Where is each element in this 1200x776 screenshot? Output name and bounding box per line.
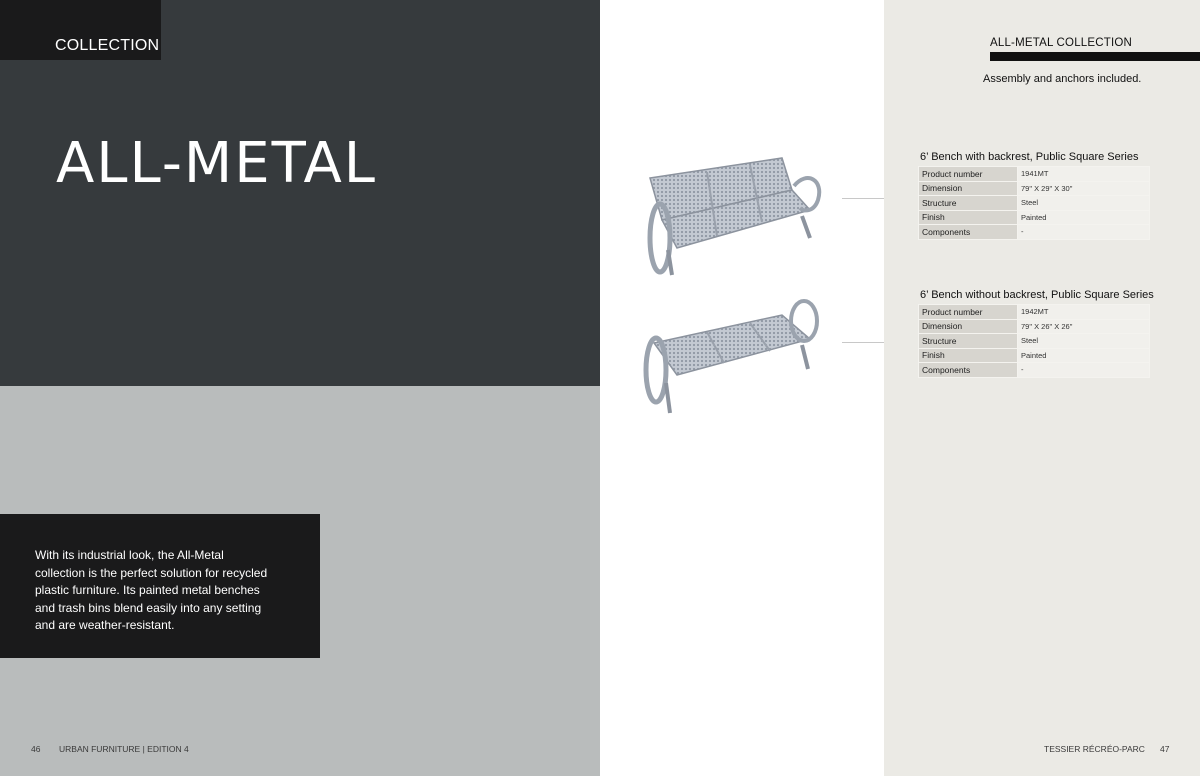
spec-label: Components (919, 225, 1018, 240)
spec-row (919, 363, 1150, 378)
product-title: 6’ Bench without backrest, Public Square Series (920, 289, 1154, 301)
spec-value: 1942MT (1018, 305, 1150, 320)
spec-label: Finish (919, 348, 1018, 363)
page-number-left: 46 (31, 744, 41, 754)
spec-value: 79" X 26" X 26" (1018, 319, 1150, 334)
spec-value: 79" X 29" X 30" (1018, 181, 1150, 196)
spec-label: Dimension (919, 319, 1018, 334)
spec-label: Product number (919, 167, 1018, 182)
spec-value: - (1018, 225, 1150, 240)
spec-row (919, 181, 1150, 196)
spec-table (918, 304, 1150, 378)
collection-heading: ALL-METAL COLLECTION (990, 37, 1133, 49)
spec-value: Steel (1018, 196, 1150, 211)
intro-paragraph: With its industrial look, the All-Metal collection is the perfect solution for recycled plastic furniture. Its painted metal benches and trash bins blend easily into any setting and are weather-resistant. (35, 548, 268, 632)
spec-table (918, 166, 1150, 240)
spec-row (919, 210, 1150, 225)
bench-with-backrest-image (632, 150, 822, 280)
spec-value: Painted (1018, 210, 1150, 225)
spec-row (919, 305, 1150, 320)
publication-footer: URBAN FURNITURE | EDITION 4 (59, 744, 189, 754)
spec-label: Structure (919, 334, 1018, 349)
spec-row (919, 167, 1150, 182)
heading-bar (990, 52, 1200, 61)
assembly-note: Assembly and anchors included. (983, 73, 1142, 85)
spec-value: - (1018, 363, 1150, 378)
page-title: ALL-METAL (56, 131, 377, 196)
bench-without-backrest-image (632, 295, 822, 425)
spec-label: Dimension (919, 181, 1018, 196)
spec-value: Painted (1018, 348, 1150, 363)
spec-label: Structure (919, 196, 1018, 211)
spec-row (919, 225, 1150, 240)
spec-row (919, 334, 1150, 349)
leader-line-2 (842, 342, 884, 343)
spec-value: 1941MT (1018, 167, 1150, 182)
spec-panel (884, 0, 1200, 776)
leader-line-1 (842, 198, 884, 199)
spec-label: Product number (919, 305, 1018, 320)
spec-row (919, 196, 1150, 211)
page-number-right: 47 (1160, 744, 1170, 754)
section-label: COLLECTION (55, 37, 160, 54)
brand-footer: TESSIER RÉCRÉO-PARC (1044, 744, 1145, 754)
spec-label: Components (919, 363, 1018, 378)
spec-value: Steel (1018, 334, 1150, 349)
spec-row (919, 348, 1150, 363)
product-title: 6’ Bench with backrest, Public Square Series (920, 151, 1139, 163)
spec-label: Finish (919, 210, 1018, 225)
spec-row (919, 319, 1150, 334)
